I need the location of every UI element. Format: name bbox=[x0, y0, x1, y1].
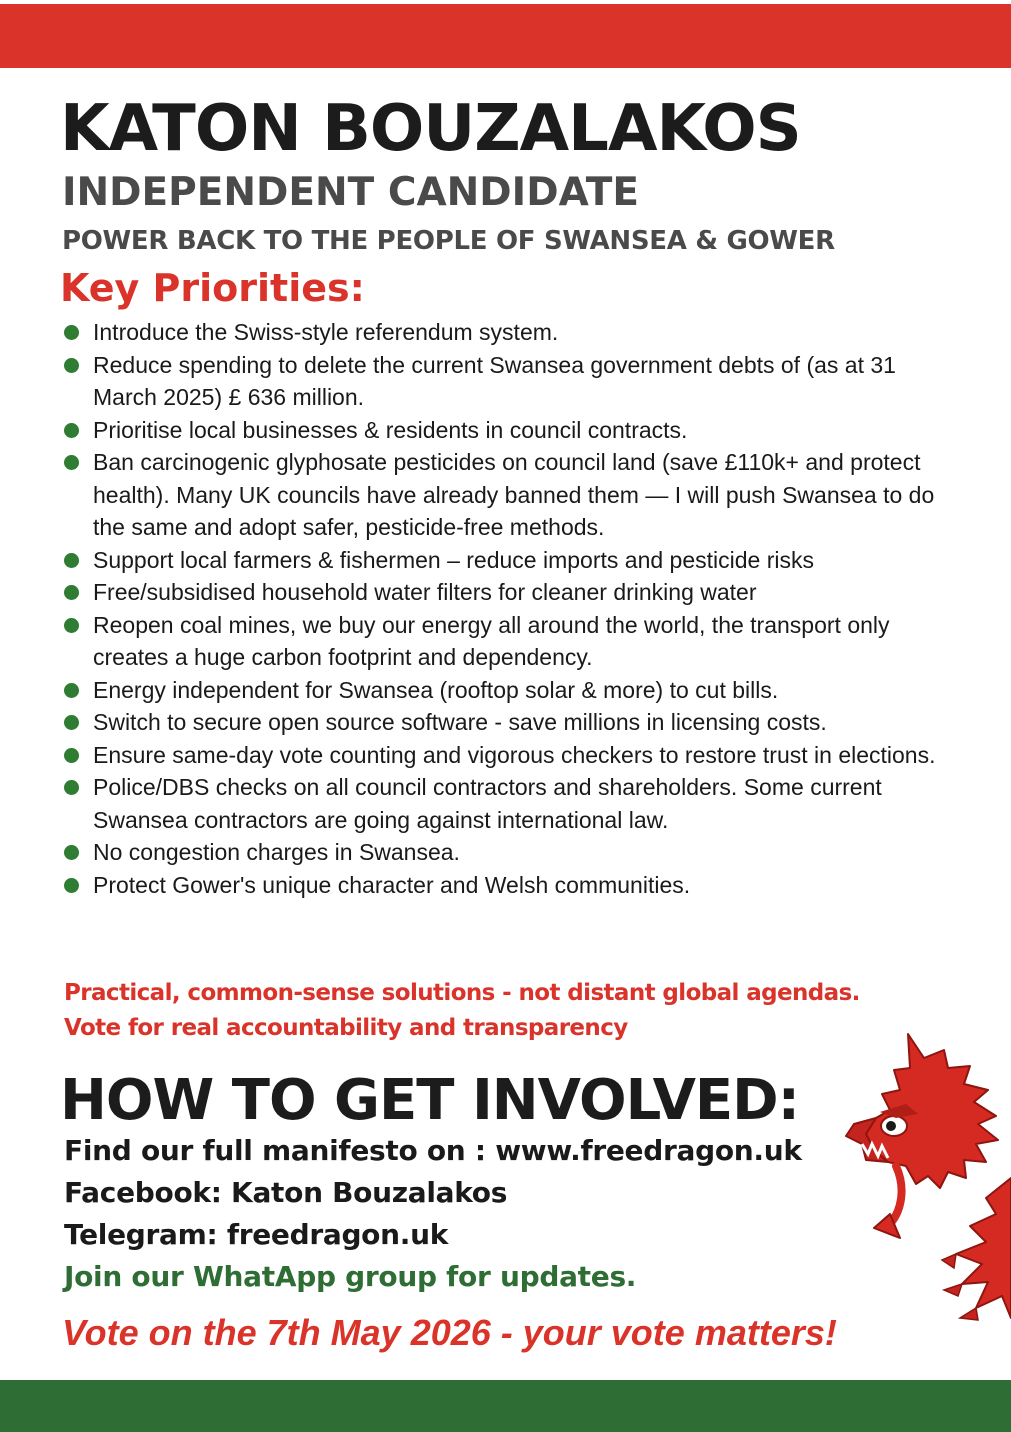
priority-item bbox=[62, 869, 962, 902]
priority-text: Energy independent for Swansea (rooftop solar & more) to cut bills. bbox=[93, 676, 779, 703]
priority-text: Protect Gower's unique character and Welsh communities. bbox=[93, 871, 691, 898]
top-red-band bbox=[0, 4, 1011, 68]
priority-text: No congestion charges in Swansea. bbox=[93, 839, 460, 865]
priority-item bbox=[62, 674, 962, 707]
priority-text: Free/subsidised household water filters for cleaner drinking water bbox=[93, 579, 757, 605]
priority-item bbox=[62, 739, 962, 772]
priorities-list bbox=[62, 316, 962, 901]
bullet-dot-icon bbox=[64, 715, 79, 730]
priorities-heading: Key Priorities: bbox=[60, 266, 365, 310]
closing-line-2: Vote for real accountability and transparency bbox=[64, 1015, 628, 1041]
bullet-dot-icon bbox=[64, 618, 79, 633]
facebook-link: Facebook: Katon Bouzalakos bbox=[64, 1176, 508, 1209]
closing-statement bbox=[64, 976, 964, 1046]
bottom-green-band bbox=[0, 1380, 1011, 1432]
bullet-dot-icon bbox=[64, 325, 79, 340]
welsh-dragon-illustration bbox=[836, 1028, 1011, 1338]
closing-line-1: Practical, common-sense solutions - not distant global agendas. bbox=[64, 980, 860, 1006]
priority-item bbox=[62, 836, 962, 869]
contact-details bbox=[64, 1130, 802, 1298]
bullet-dot-icon bbox=[64, 423, 79, 438]
telegram-link: Telegram: freedragon.uk bbox=[64, 1218, 449, 1251]
bullet-dot-icon bbox=[64, 585, 79, 600]
priority-item bbox=[62, 706, 962, 739]
bullet-dot-icon bbox=[64, 553, 79, 568]
bullet-dot-icon bbox=[64, 748, 79, 763]
bullet-dot-icon bbox=[64, 845, 79, 860]
how-to-get-involved-heading: HOW TO GET INVOLVED: bbox=[60, 1068, 800, 1133]
bullet-dot-icon bbox=[64, 455, 79, 470]
priority-text: Ban carcinogenic glyphosate pesticides on council land (save £110k+ and protect health). Many UK councils have already banned them — I will push Swansea to do the same and adopt safer, pesticide-free methods. bbox=[93, 449, 935, 540]
priority-text: Support local farmers & fishermen – reduce imports and pesticide risks bbox=[93, 546, 814, 573]
priority-text: Introduce the Swiss-style referendum system. bbox=[93, 319, 559, 345]
bullet-dot-icon bbox=[64, 683, 79, 698]
priority-item bbox=[62, 771, 962, 836]
priority-item bbox=[62, 349, 962, 414]
priority-text: Reduce spending to delete the current Swansea government debts of (as at 31 March 2025) £ 636 million. bbox=[93, 351, 896, 410]
bullet-dot-icon bbox=[64, 878, 79, 893]
priority-item bbox=[62, 609, 962, 674]
priority-item bbox=[62, 544, 962, 577]
campaign-tagline: POWER BACK TO THE PEOPLE OF SWANSEA & GOWER bbox=[62, 226, 835, 256]
priority-item bbox=[62, 316, 962, 349]
priority-item bbox=[62, 576, 962, 609]
manifesto-link: Find our full manifesto on : www.freedragon.uk bbox=[64, 1134, 802, 1167]
priority-text: Reopen coal mines, we buy our energy all around the world, the transport only creates a huge carbon footprint and dependency. bbox=[93, 611, 890, 670]
candidate-name: KATON BOUZALAKOS bbox=[60, 92, 801, 166]
bullet-dot-icon bbox=[64, 358, 79, 373]
candidate-subtitle: INDEPENDENT CANDIDATE bbox=[62, 170, 639, 215]
bullet-dot-icon bbox=[64, 780, 79, 795]
priority-item bbox=[62, 414, 962, 447]
priority-text: Switch to secure open source software - save millions in licensing costs. bbox=[93, 709, 827, 735]
whatsapp-invite: Join our WhatApp group for updates. bbox=[64, 1260, 637, 1293]
priority-text: Ensure same-day vote counting and vigorous checkers to restore trust in elections. bbox=[93, 741, 936, 768]
priority-text: Police/DBS checks on all council contractors and shareholders. Some current Swansea contractors are going against international law. bbox=[93, 774, 882, 833]
priority-item bbox=[62, 446, 962, 544]
vote-date-slogan: Vote on the 7th May 2026 - your vote matters! bbox=[62, 1312, 837, 1353]
priority-text: Prioritise local businesses & residents in council contracts. bbox=[93, 416, 688, 443]
